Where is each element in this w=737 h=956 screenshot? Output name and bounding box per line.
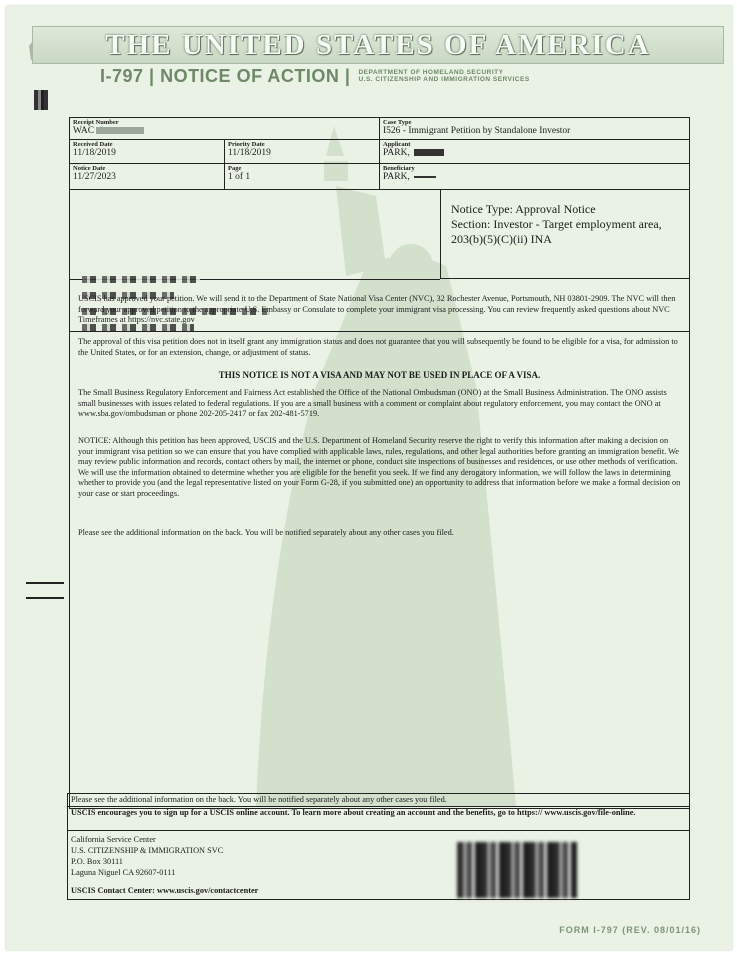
department-line-1: DEPARTMENT OF HOMELAND SECURITY bbox=[358, 68, 504, 76]
footer-box bbox=[67, 793, 690, 900]
status-disclaimer: The approval of this visa petition does not in itself grant any immigration status and does not guarantee that you will subsequently be found to be eligible for a visa, for admission to the United States, or for an extension, change, or adjustment of status. bbox=[78, 337, 678, 357]
title-banner bbox=[32, 26, 724, 64]
priority-date-label: Priority Date bbox=[228, 141, 265, 148]
notice-section-code: 203(b)(5)(C)(ii) INA bbox=[451, 232, 552, 246]
divider bbox=[68, 806, 689, 807]
notice-form bbox=[69, 117, 690, 809]
applicant-cell bbox=[380, 140, 689, 164]
additional-info-note: Please see the additional information on the back. You will be notified separately about any other cases you filed. bbox=[78, 528, 454, 537]
page-label: Page bbox=[228, 165, 242, 172]
divider bbox=[68, 830, 689, 831]
case-type-label: Case Type bbox=[383, 119, 412, 126]
priority-date: 11/18/2019 bbox=[228, 148, 271, 158]
footer-additional-info: Please see the additional information on the back. You will be notified separately about any other cases you filed. bbox=[71, 795, 447, 804]
received-date-label: Received Date bbox=[73, 141, 113, 148]
service-center-address bbox=[71, 834, 223, 878]
case-type-cell bbox=[380, 118, 689, 140]
service-center-name: California Service Center bbox=[71, 835, 156, 844]
page-number: 1 of 1 bbox=[228, 172, 251, 182]
applicant-label: Applicant bbox=[383, 141, 411, 148]
approval-paragraph: USCIS has approved your petition. We will send it to the Department of State National Visa Center (NVC), 32 Rochester Avenue, Portsmouth, NH 03801-2909. The NVC will then forward your approved petition to the appropriate U.S. Embassy or Consulate to complete your immigrant visa processing. You can review frequently asked questions about NVC Timeframes at https://nvc.state.gov bbox=[78, 294, 676, 324]
applicant: PARK, bbox=[383, 148, 686, 159]
contact-center: USCIS Contact Center: www.uscis.gov/contactcenter bbox=[71, 886, 259, 895]
received-date: 11/18/2019 bbox=[73, 148, 116, 158]
department-block bbox=[358, 69, 529, 84]
redacted-barcode bbox=[457, 842, 577, 898]
redacted-mark bbox=[34, 90, 48, 110]
side-mark bbox=[26, 582, 64, 584]
banner-title: THE UNITED STATES OF AMERICA bbox=[105, 28, 651, 61]
verification-notice: NOTICE: Although this petition has been approved, USCIS and the U.S. Department of Homeland Security reserve the right to verify this information after making a decision on your immigrant visa petition so we can ensure that you have complied with applicable laws, rules, regulations, and other legal authorities before granting an immigration benefit. We may review public information and records, contact others by mail, the internet or phone, conduct site inspections of businesses and residences, or use other methods of verification. We will use the information obtained to determine whether you are eligible for the benefit you seek. If we find any derogatory information, we will follow the laws in determining whether to provide you (and the legal representative listed on your Form G-28, if you submitted one) an opportunity to address that information before we make a formal decision on your case or start proceedings. bbox=[78, 436, 681, 498]
divider bbox=[70, 331, 689, 332]
beneficiary-cell bbox=[380, 164, 689, 190]
not-a-visa-warning: THIS NOTICE IS NOT A VISA AND MAY NOT BE USED IN PLACE OF A VISA. bbox=[218, 370, 541, 380]
receipt-number-cell bbox=[70, 118, 380, 140]
receipt-number: WAC bbox=[73, 126, 376, 137]
notice-date-label: Notice Date bbox=[73, 165, 106, 172]
receipt-number-label: Receipt Number bbox=[73, 119, 119, 126]
service-center-agency: U.S. CITIZENSHIP & IMMIGRATION SVC bbox=[71, 846, 224, 855]
received-date-cell bbox=[70, 140, 225, 164]
service-center-po-box: P.O. Box 30111 bbox=[71, 857, 123, 866]
ombudsman-paragraph: The Small Business Regulatory Enforcement and Fairness Act established the Office of the National Ombudsman (ONO) at the Small Business Administration. The ONO assists small businesses with issues related to federal regulations. If you are a small business with a comment or complaint about regulatory enforcement, you may contact the ONO at www.sba.gov/ombudsman or phone 202-205-2417 or fax 202-481-5719. bbox=[78, 388, 667, 418]
form-title: I-797 | NOTICE OF ACTION | bbox=[100, 65, 351, 86]
notice-type-box bbox=[440, 190, 689, 279]
notice-date: 11/27/2023 bbox=[73, 172, 116, 182]
notice-date-cell bbox=[70, 164, 225, 190]
page-cell bbox=[225, 164, 380, 190]
form-revision: FORM I-797 (REV. 08/01/16) bbox=[559, 925, 701, 935]
beneficiary: PARK, bbox=[383, 172, 686, 183]
form-header bbox=[100, 66, 530, 86]
beneficiary-label: Beneficiary bbox=[383, 165, 415, 172]
notice-section: Section: Investor - Target employment area, bbox=[451, 217, 662, 231]
redacted-address-line bbox=[82, 276, 200, 283]
mailing-address-redacted bbox=[70, 190, 440, 280]
department-line-2: U.S. CITIZENSHIP AND IMMIGRATION SERVICES bbox=[358, 76, 530, 83]
notice-type: Notice Type: Approval Notice bbox=[451, 202, 596, 216]
case-type: I526 - Immigrant Petition by Standalone Investor bbox=[383, 126, 571, 136]
service-center-city: Laguna Niguel CA 92607-0111 bbox=[71, 868, 176, 877]
online-account-notice: USCIS encourages you to sign up for a USCIS online account. To learn more about creating an account and the benefits, go to https:// www.uscis.gov/file-online. bbox=[71, 808, 636, 817]
side-mark bbox=[26, 597, 64, 599]
priority-date-cell bbox=[225, 140, 380, 164]
